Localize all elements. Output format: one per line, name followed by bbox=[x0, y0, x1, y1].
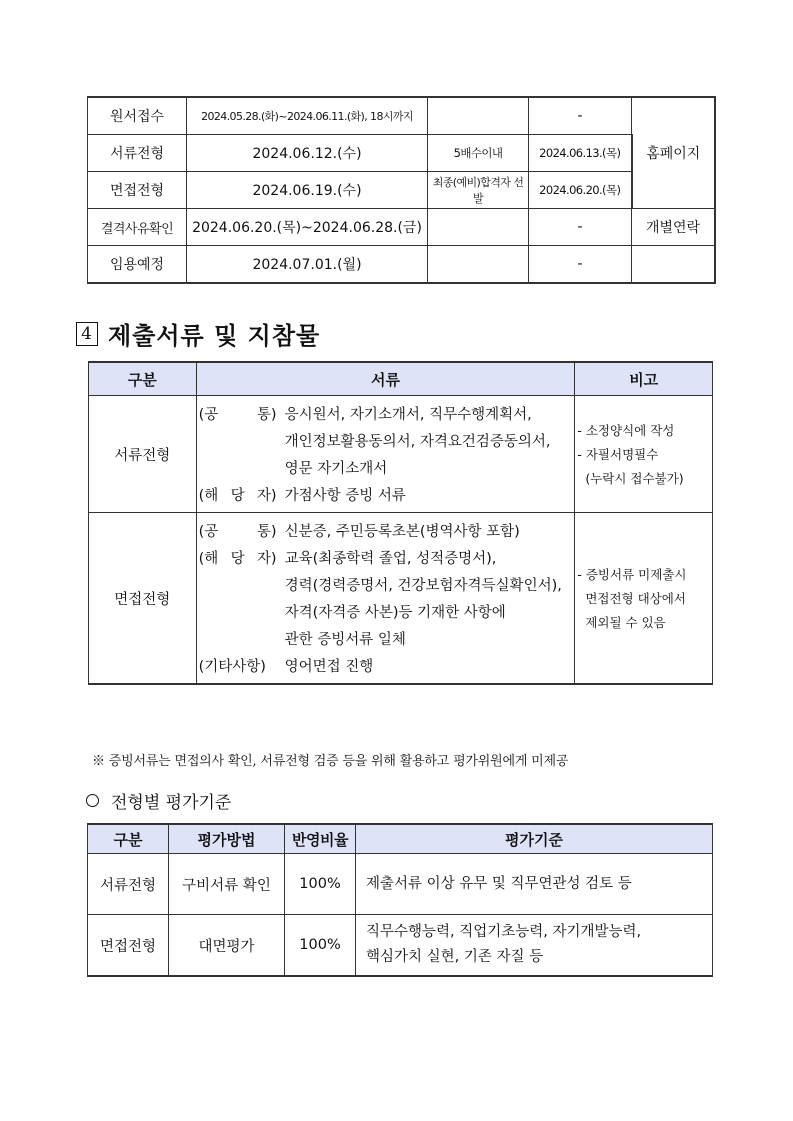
header-ratio: 반영비율 bbox=[285, 824, 356, 854]
prefix-part: 당 bbox=[230, 551, 245, 567]
circle-bullet-icon bbox=[86, 794, 99, 807]
note-cell bbox=[428, 209, 529, 246]
category-cell: 면접전형 bbox=[89, 513, 197, 685]
prefix-part: (공 bbox=[198, 524, 219, 540]
line-prefix bbox=[197, 520, 285, 541]
line-text: 가점사항 증빙 서류 bbox=[284, 488, 406, 504]
evaluation-table bbox=[87, 823, 713, 977]
section-number-box: 4 bbox=[76, 322, 98, 346]
table-row bbox=[89, 396, 713, 513]
line-prefix bbox=[197, 484, 285, 505]
document-line bbox=[197, 625, 575, 652]
line-text: 응시원서, 자기소개서, 직무수행계획서, bbox=[284, 407, 532, 423]
header-method: 평가방법 bbox=[169, 824, 285, 854]
remark-line: 제외될 수 있음 bbox=[577, 615, 666, 630]
table-row bbox=[88, 172, 716, 209]
method-cell: 홈페이지 bbox=[632, 97, 716, 209]
line-text: 신분증, 주민등록초본(병역사항 포함) bbox=[284, 524, 520, 540]
criteria-line: 핵심가치 실현, 기존 자질 등 bbox=[366, 949, 544, 965]
line-text: 관한 증빙서류 일체 bbox=[284, 632, 406, 648]
remark-line: - 증빙서류 미제출시 bbox=[577, 567, 687, 582]
announce-cell: - bbox=[529, 246, 632, 284]
line-prefix bbox=[197, 403, 285, 424]
line-text: 자격(자격증 사본)등 기재한 사항에 bbox=[284, 605, 506, 621]
table-row bbox=[88, 915, 713, 977]
note-cell bbox=[428, 246, 529, 284]
section-heading bbox=[76, 316, 320, 351]
header-category: 구분 bbox=[88, 824, 169, 854]
table-row bbox=[88, 135, 716, 172]
document-line bbox=[197, 481, 575, 508]
stage-cell: 서류전형 bbox=[88, 135, 187, 172]
document-line bbox=[197, 598, 575, 625]
announce-cell: - bbox=[529, 97, 632, 135]
table-row bbox=[89, 513, 713, 685]
stage-cell: 면접전형 bbox=[88, 915, 169, 977]
announce-cell: - bbox=[529, 209, 632, 246]
category-cell: 서류전형 bbox=[89, 396, 197, 513]
footnote: ※ 증빙서류는 면접의사 확인, 서류전형 검증 등을 위해 활용하고 평가위원에게 미제공 bbox=[92, 754, 569, 769]
document-line bbox=[197, 400, 575, 427]
table-row bbox=[88, 246, 716, 284]
ratio-cell: 100% bbox=[285, 854, 356, 915]
document-line bbox=[197, 454, 575, 481]
method-cell bbox=[632, 246, 716, 284]
header-category: 구분 bbox=[89, 362, 197, 396]
document-line bbox=[197, 652, 575, 679]
method-cell: 대면평가 bbox=[169, 915, 285, 977]
method-cell: 구비서류 확인 bbox=[169, 854, 285, 915]
remark-line: 면접전형 대상에서 bbox=[577, 591, 686, 606]
line-text: 영문 자기소개서 bbox=[284, 461, 388, 477]
prefix-part: 당 bbox=[230, 488, 245, 504]
table-row bbox=[88, 209, 716, 246]
date-cell: 2024.06.19.(수) bbox=[187, 172, 428, 209]
prefix-part: 자) bbox=[256, 488, 277, 504]
date-cell: 2024.07.01.(월) bbox=[187, 246, 428, 284]
stage-cell: 임용예정 bbox=[88, 246, 187, 284]
document-line bbox=[197, 427, 575, 454]
section-title-text: 제출서류 및 지참물 bbox=[108, 322, 321, 350]
line-text: 영어면접 진행 bbox=[284, 659, 374, 675]
header-documents: 서류 bbox=[196, 362, 575, 396]
note-cell: 5배수이내 bbox=[428, 135, 529, 172]
documents-table bbox=[88, 361, 713, 685]
date-cell: 2024.05.28.(화)~2024.06.11.(화), 18시까지 bbox=[187, 97, 428, 135]
note-cell bbox=[428, 97, 529, 135]
document-line bbox=[197, 517, 575, 544]
remarks-cell bbox=[575, 513, 713, 685]
announce-cell: 2024.06.13.(목) bbox=[529, 135, 632, 172]
prefix-part: (해 bbox=[198, 551, 219, 567]
criteria-cell bbox=[356, 854, 713, 915]
document-line bbox=[197, 544, 575, 571]
stage-cell: 원서접수 bbox=[88, 97, 187, 135]
line-text: 경력(경력증명서, 건강보험자격득실확인서), bbox=[284, 578, 562, 594]
stage-cell: 서류전형 bbox=[88, 854, 169, 915]
criteria-cell bbox=[356, 915, 713, 977]
schedule-table bbox=[87, 96, 716, 284]
date-cell: 2024.06.12.(수) bbox=[187, 135, 428, 172]
criteria-line: 직무수행능력, 직업기초능력, 자기개발능력, bbox=[366, 924, 642, 940]
prefix-part: (공 bbox=[198, 407, 219, 423]
criteria-line: 제출서류 이상 유무 및 직무연관성 검토 등 bbox=[366, 875, 632, 892]
header-remarks: 비고 bbox=[575, 362, 713, 396]
documents-cell bbox=[196, 513, 575, 685]
prefix-part: (기타사항) bbox=[198, 659, 266, 675]
line-prefix bbox=[197, 547, 285, 568]
remark-line: - 자필서명필수 bbox=[577, 447, 659, 462]
table-row bbox=[88, 97, 716, 135]
header-row bbox=[89, 362, 713, 396]
date-cell: 2024.06.20.(목)~2024.06.28.(금) bbox=[187, 209, 428, 246]
ratio-cell: 100% bbox=[285, 915, 356, 977]
remarks-cell bbox=[575, 396, 713, 513]
remark-line: (누락시 접수불가) bbox=[577, 471, 684, 486]
line-prefix bbox=[197, 655, 285, 676]
documents-cell bbox=[196, 396, 575, 513]
announce-cell: 2024.06.20.(목) bbox=[529, 172, 632, 209]
prefix-part: 자) bbox=[256, 551, 277, 567]
line-text: 개인정보활용동의서, 자격요건검증동의서, bbox=[284, 434, 551, 450]
evaluation-heading bbox=[86, 788, 231, 813]
prefix-part: (해 bbox=[198, 488, 219, 504]
prefix-part: 통) bbox=[256, 407, 277, 423]
document-line bbox=[197, 571, 575, 598]
prefix-part: 통) bbox=[256, 524, 277, 540]
stage-cell: 면접전형 bbox=[88, 172, 187, 209]
method-cell: 개별연락 bbox=[632, 209, 716, 246]
line-text: 교육(최종학력 졸업, 성적증명서), bbox=[284, 551, 497, 567]
remark-line: - 소정양식에 작성 bbox=[577, 423, 675, 438]
header-criteria: 평가기준 bbox=[356, 824, 713, 854]
note-cell: 최종(예비)합격자 선발 bbox=[428, 172, 529, 209]
stage-cell: 결격사유확인 bbox=[88, 209, 187, 246]
header-row bbox=[88, 824, 713, 854]
evaluation-heading-text: 전형별 평가기준 bbox=[111, 793, 232, 813]
table-row bbox=[88, 854, 713, 915]
